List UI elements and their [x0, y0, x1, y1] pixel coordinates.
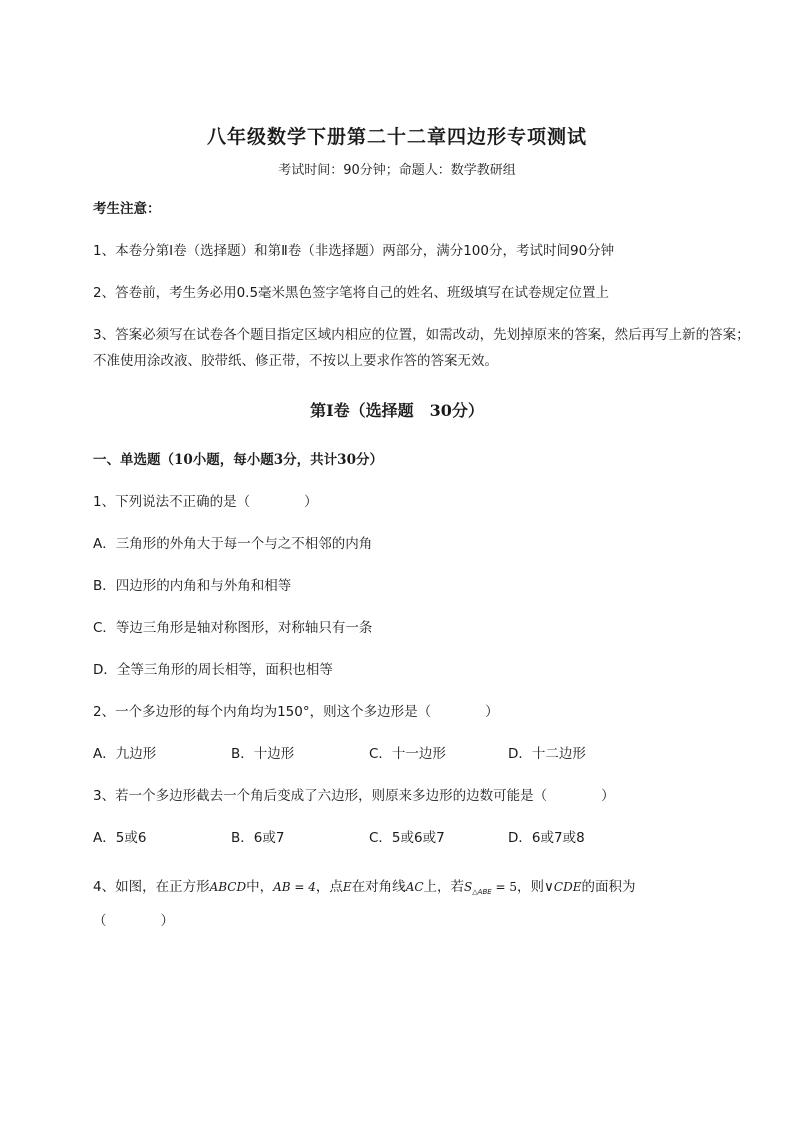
- question-3-option-a: A．5或6: [93, 830, 147, 846]
- question-2-stem: 2、一个多边形的每个内角均为150°，则这个多边形是（ ）: [93, 704, 499, 720]
- question-3-option-d: D．6或7或8: [508, 830, 585, 846]
- notice-2: 2、答卷前，考生务必用0.5毫米黑色签字笔将自己的姓名、班级填写在试卷规定位置上: [93, 285, 610, 301]
- question-1-option-c: C．等边三角形是轴对称图形，对称轴只有一条: [93, 620, 373, 636]
- question-3-option-c: C．5或6或7: [369, 830, 445, 846]
- question-2-option-a: A．九边形: [93, 746, 157, 762]
- q4-point-e: E: [342, 880, 352, 894]
- q4-text-2: 中，: [246, 879, 274, 895]
- q4-diagonal-name: AC: [405, 880, 424, 894]
- q4-text-1: 4、如图，在正方形: [93, 879, 210, 895]
- notice-heading: 考生注意：: [93, 201, 161, 217]
- question-4-blank: （ ）: [93, 913, 174, 929]
- question-2-option-d: D．十二边形: [508, 746, 586, 762]
- q4-triangle-name: CDE: [553, 880, 582, 894]
- question-1-option-d: D．全等三角形的周长相等，面积也相等: [93, 662, 333, 678]
- q4-text-7: 的面积为: [581, 879, 636, 895]
- q4-square-name: ABCD: [209, 880, 247, 894]
- question-3-option-b: B．6或7: [231, 830, 285, 846]
- q4-text-5: 上，若: [423, 879, 465, 895]
- q4-text-4: 在对角线: [351, 879, 406, 895]
- section-title: 第Ⅰ卷（选择题 30分）: [310, 401, 484, 420]
- question-2-option-c: C．十一边形: [369, 746, 446, 762]
- question-1-option-a: A．三角形的外角大于每一个与之不相邻的内角: [93, 536, 373, 552]
- q4-area-symbol: S: [464, 880, 473, 894]
- q4-area-value: = 5: [491, 880, 518, 894]
- question-1-stem: 1、下列说法不正确的是（ ）: [93, 494, 318, 510]
- question-2-option-b: B．十边形: [231, 746, 295, 762]
- q4-text-3: ，点: [315, 879, 343, 895]
- q4-area-subscript: △ABE: [472, 888, 492, 896]
- notice-3: 3、答案必须写在试卷各个题目指定区域内相应的位置，如需改动，先划掉原来的答案，然后再写上新的答案；不准使用涂改液、胶带纸、修正带，不按以上要求作答的答案无效。: [93, 327, 750, 369]
- question-4-stem: [93, 874, 753, 905]
- exam-subtitle: 考试时间：90分钟；命题人：数学教研组: [278, 163, 516, 178]
- notice-1: 1、本卷分第Ⅰ卷（选择题）和第Ⅱ卷（非选择题）两部分，满分100分，考试时间90分钟: [93, 243, 615, 259]
- exam-title: 八年级数学下册第二十二章四边形专项测试: [206, 126, 587, 148]
- q4-text-6: ，则∨: [517, 879, 554, 895]
- question-3-stem: 3、若一个多边形截去一个角后变成了六边形，则原来多边形的边数可能是（ ）: [93, 788, 615, 804]
- question-1-option-b: B．四边形的内角和与外角和相等: [93, 578, 292, 594]
- q4-ab-equation: AB = 4: [273, 880, 316, 894]
- part-heading: 一、单选题（10小题，每小题3分，共计30分）: [93, 452, 383, 468]
